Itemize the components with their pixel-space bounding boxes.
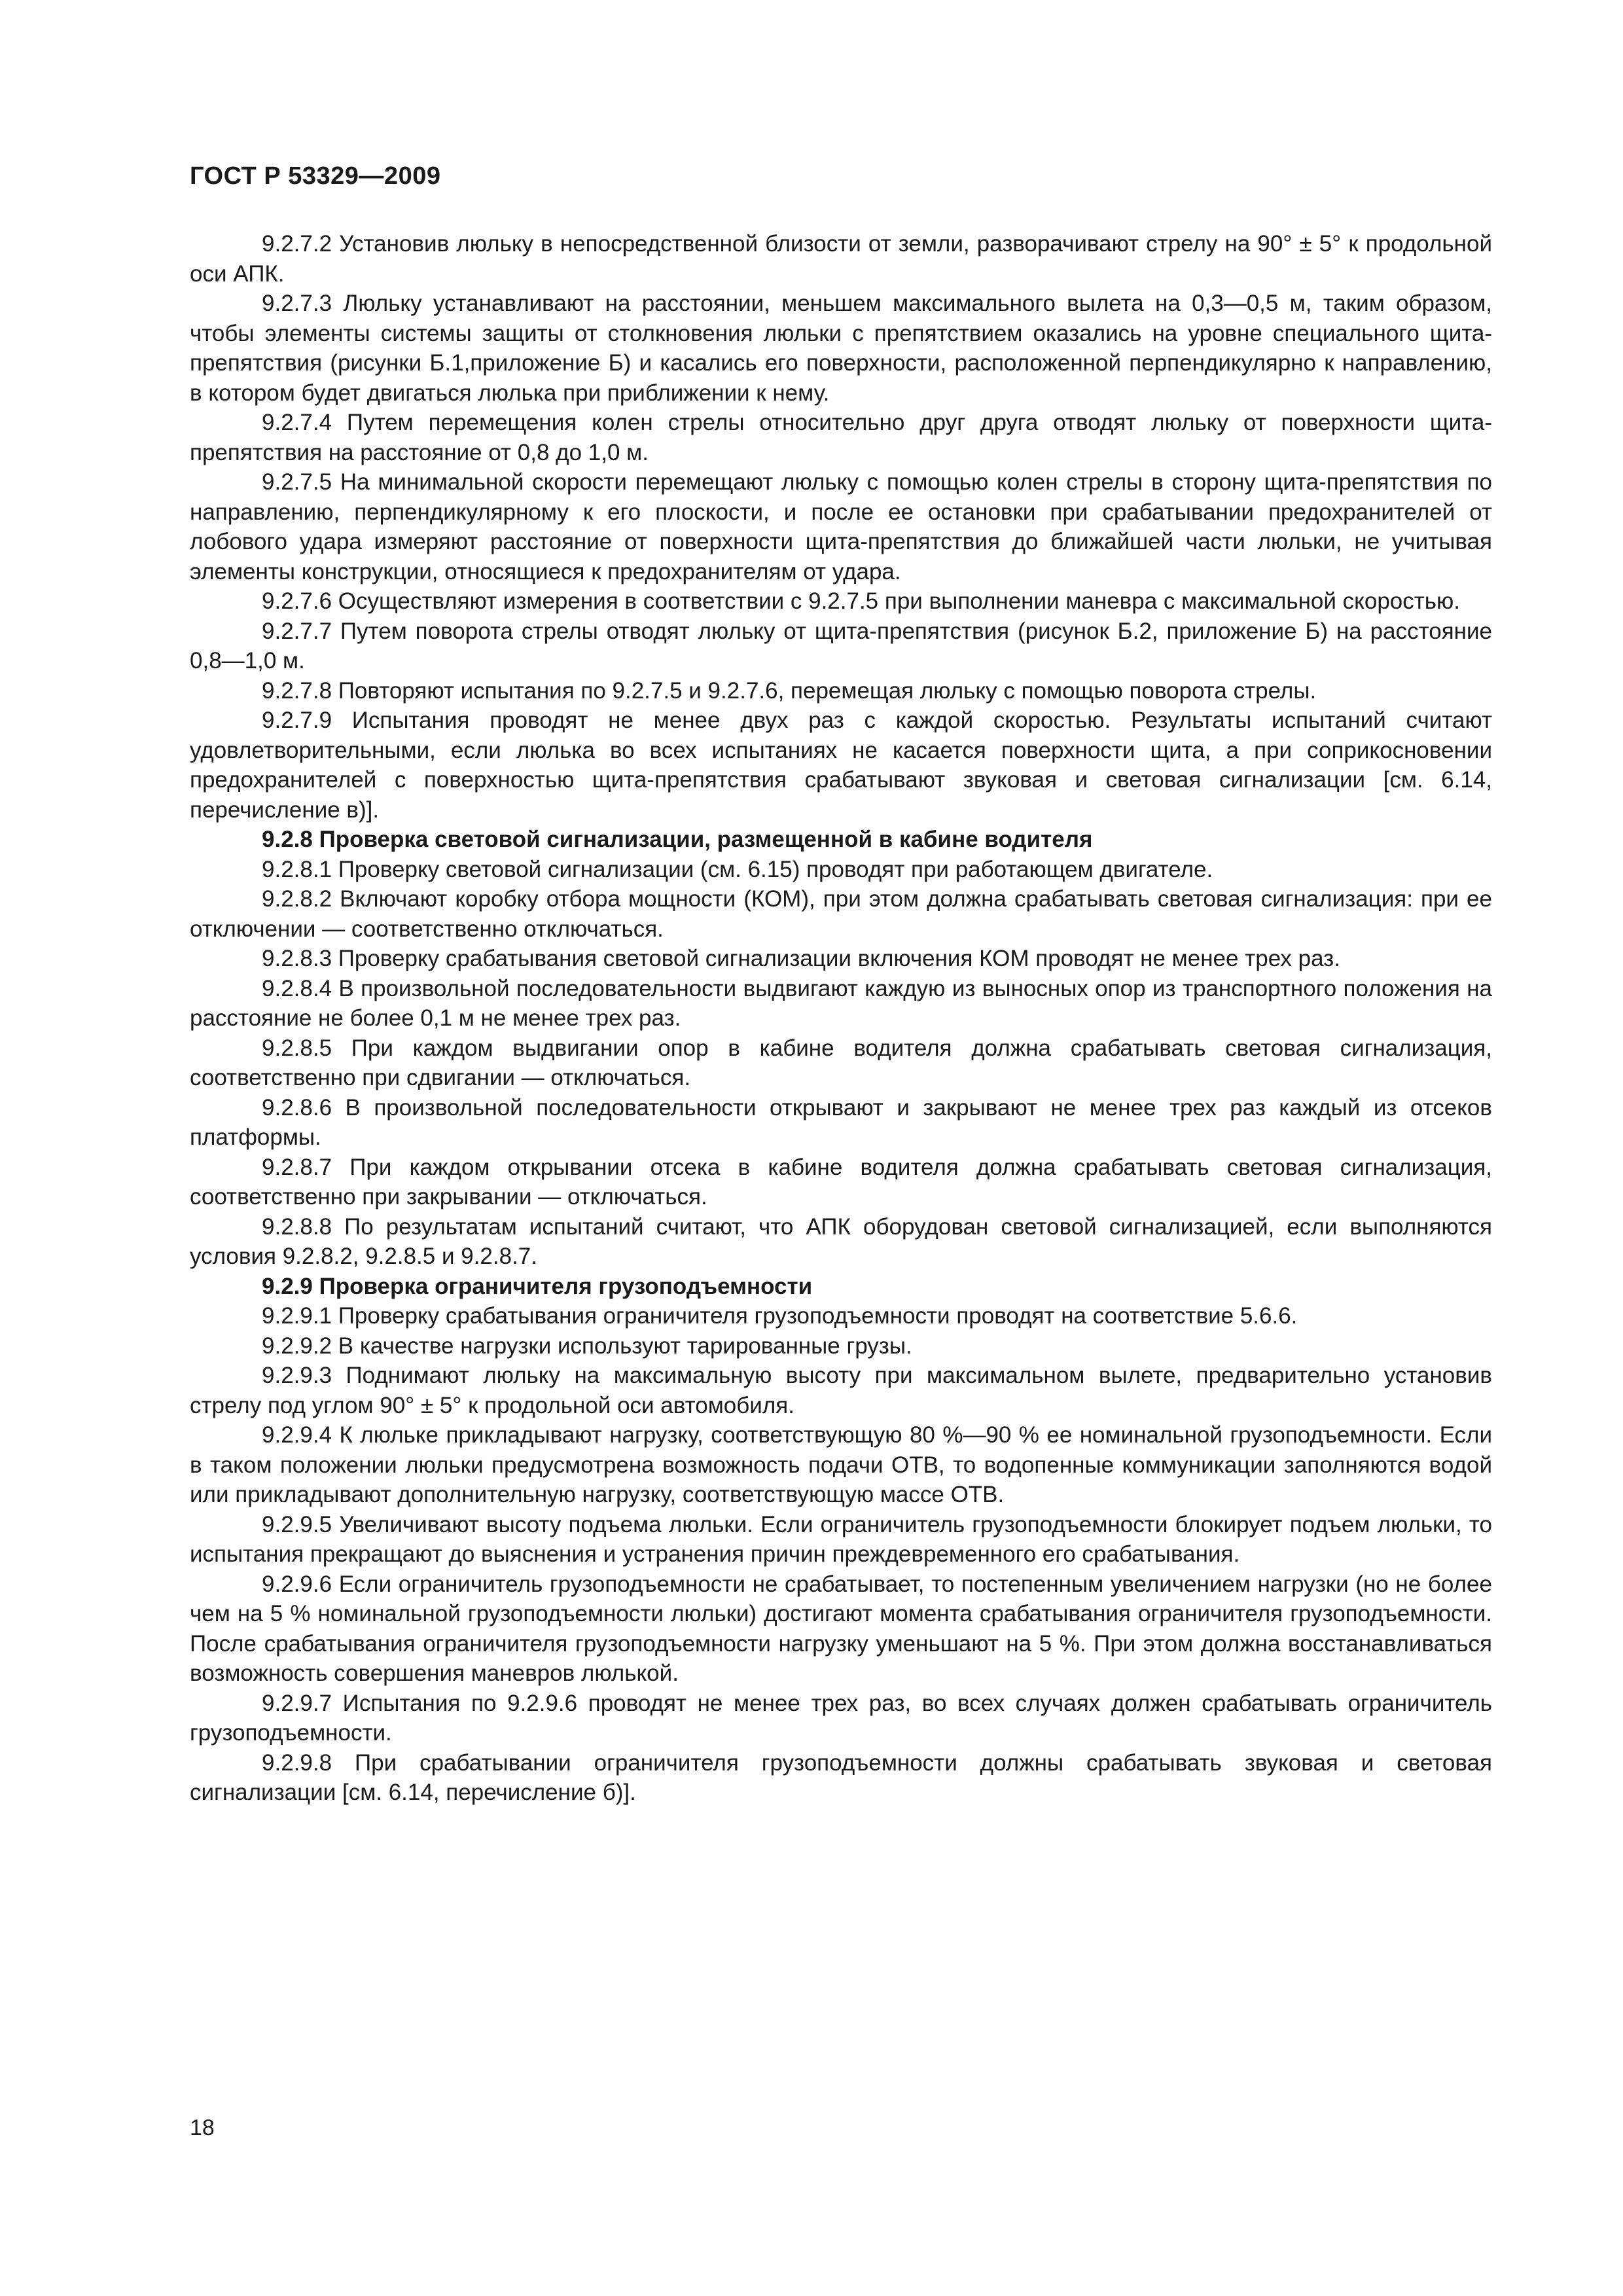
paragraph: 9.2.8.4 В произвольной последовательности выдвигают каждую из выносных опор из транспортного положения на расстояние не более 0,1 м не менее трех раз.: [190, 975, 1492, 1031]
paragraph: 9.2.7.6 Осуществляют измерения в соответствии с 9.2.7.5 при выполнении маневра с максимальной скоростью.: [262, 588, 1461, 614]
section-heading: 9.2.8 Проверка световой сигнализации, размещенной в кабине водителя: [262, 827, 1093, 852]
paragraph: 9.2.9.5 Увеличивают высоту подъема люльки. Если ограничитель грузоподъемности блокирует подъем люльки, то испытания прекращают до выяснения и устранения причин преждевременного его срабатывания.: [190, 1511, 1492, 1567]
paragraph: 9.2.9.1 Проверку срабатывания ограничителя грузоподъемности проводят на соответствие 5.6.6.: [262, 1303, 1298, 1329]
paragraph: 9.2.7.7 Путем поворота стрелы отводят люльку от щита-препятствия (рисунок Б.2, приложение Б) на расстояние 0,8—1,0 м.: [190, 618, 1492, 673]
paragraph: 9.2.7.4 Путем перемещения колен стрелы относительно друг друга отводят люльку от поверхности щита-препятствия на расстояние от 0,8 до 1,0 м.: [190, 410, 1492, 465]
paragraph: 9.2.8.8 По результатам испытаний считают, что АПК оборудован световой сигнализацией, если выполняются условия 9.2.8.2, 9.2.8.5 и 9.2.8.7.: [190, 1213, 1492, 1269]
document-body: [190, 229, 1492, 1808]
paragraph: 9.2.8.5 При каждом выдвигании опор в кабине водителя должна срабатывать световая сигнализация, соответственно при сдвигании — отключаться.: [190, 1035, 1492, 1090]
paragraph: 9.2.7.3 Люльку устанавливают на расстоянии, меньшем максимального вылета на 0,3—0,5 м, таким образом, чтобы элементы системы защиты от столкновения люльки с препятствием оказались на уровне специального щита-препятствия (рисунки Б.1,приложение Б) и касались его поверхности, расположенной перпендикулярно к направлению, в котором будет двигаться люлька при приближении к нему.: [190, 291, 1492, 406]
paragraph: 9.2.9.2 В качестве нагрузки используют тарированные грузы.: [262, 1333, 912, 1359]
paragraph: 9.2.8.6 В произвольной последовательности открывают и закрывают не менее трех раз каждый из отсеков платформы.: [190, 1094, 1492, 1150]
paragraph: 9.2.8.3 Проверку срабатывания световой сигнализации включения КОМ проводят не менее трех раз.: [262, 946, 1340, 971]
paragraph: 9.2.9.3 Поднимают люльку на максимальную высоту при максимальном вылете, предварительно установив стрелу под углом 90° ± 5° к продольной оси автомобиля.: [190, 1363, 1492, 1418]
paragraph: 9.2.9.8 При срабатывании ограничителя грузоподъемности должны срабатывать звуковая и световая сигнализации [см. 6.14, перечисление б)].: [190, 1749, 1492, 1805]
paragraph: 9.2.7.8 Повторяют испытания по 9.2.7.5 и 9.2.7.6, перемещая люльку с помощью поворота стрелы.: [262, 677, 1317, 704]
paragraph: 9.2.8.7 При каждом открывании отсека в кабине водителя должна срабатывать световая сигнализация, соответственно при закрывании — отключаться.: [190, 1154, 1492, 1210]
page-number: 18: [190, 2115, 215, 2140]
paragraph: 9.2.8.1 Проверку световой сигнализации (см. 6.15) проводят при работающем двигателе.: [262, 856, 1213, 882]
paragraph: 9.2.8.2 Включают коробку отбора мощности (КОМ), при этом должна срабатывать световая сигнализация: при ее отключении — соответственно отключаться.: [190, 886, 1492, 942]
document-header: ГОСТ Р 53329—2009: [190, 162, 441, 190]
paragraph: 9.2.7.9 Испытания проводят не менее двух раз с каждой скоростью. Результаты испытаний считают удовлетворительными, если люлька во всех испытаниях не касается поверхности щита, а при соприкосновении предохранителей с поверхностью щита-препятствия срабатывают звуковая и световая сигнализации [см. 6.14, перечисление в)].: [190, 708, 1492, 823]
paragraph: 9.2.7.2 Установив люльку в непосредственной близости от земли, разворачивают стрелу на 90° ± 5° к продольной оси АПК.: [190, 231, 1492, 287]
paragraph: 9.2.9.4 К люльке прикладывают нагрузку, соответствующую 80 %—90 % ее номинальной грузоподъемности. Если в таком положении люльки предусмотрена возможность подачи ОТВ, то водопенные коммуникации заполняются водой или прикладывают дополнительную нагрузку, соответствующую массе ОТВ.: [190, 1422, 1492, 1507]
section-heading: 9.2.9 Проверка ограничителя грузоподъемности: [262, 1273, 813, 1299]
paragraph: 9.2.7.5 На минимальной скорости перемещают люльку с помощью колен стрелы в сторону щита-препятствия по направлению, перпендикулярному к его плоскости, и после ее остановки при срабатывании предохранителей от лобового удара измеряют расстояние от поверхности щита-препятствия до ближайшей части люльки, не учитывая элементы конструкции, относящиеся к предохранителям от удара.: [190, 469, 1492, 584]
paragraph: 9.2.9.6 Если ограничитель грузоподъемности не срабатывает, то постепенным увеличением нагрузки (но не более чем на 5 % номинальной грузоподъемности люльки) достигают момента срабатывания ограничителя грузоподъемности. После срабатывания ограничителя грузоподъемности нагрузку уменьшают на 5 %. При этом должна восстанавливаться возможность совершения маневров люлькой.: [190, 1571, 1492, 1686]
paragraph: 9.2.9.7 Испытания по 9.2.9.6 проводят не менее трех раз, во всех случаях должен срабатывать ограничитель грузоподъемности.: [190, 1690, 1492, 1746]
